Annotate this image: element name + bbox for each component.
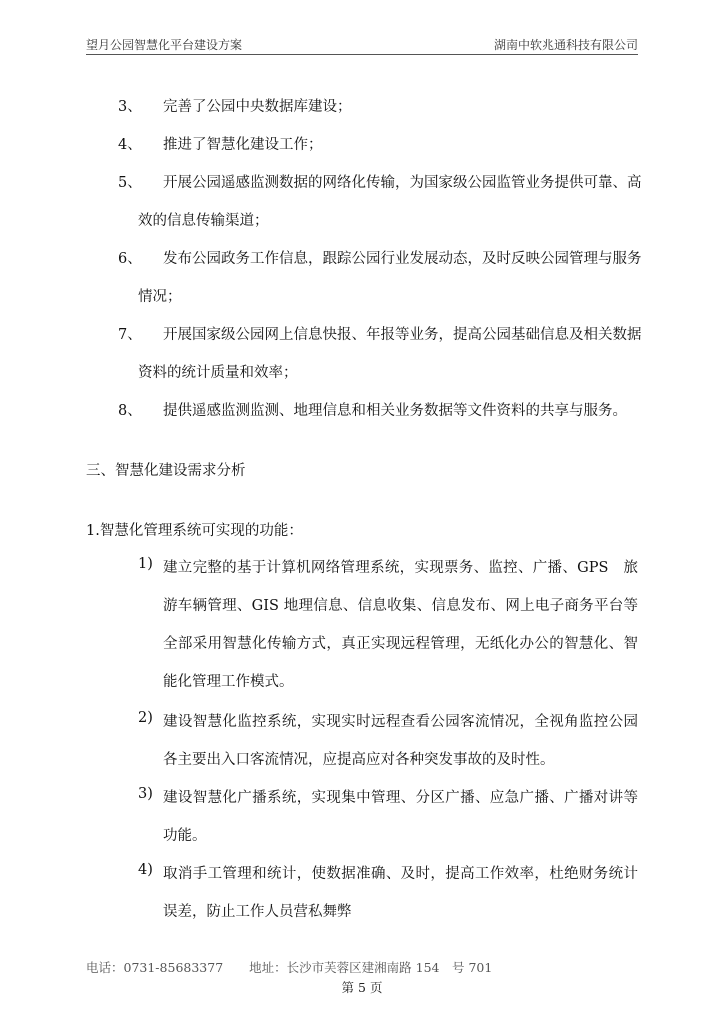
list-number: 3、 <box>118 99 142 115</box>
list-number: 6、 <box>118 251 142 267</box>
list-number: 3) <box>138 786 153 802</box>
list-number: 1) <box>138 556 153 572</box>
list-item-text: 推进了智慧化建设工作； <box>163 137 323 153</box>
footer-address: 地址：长沙市芙蓉区建湘南路 154 号 701 <box>249 960 493 975</box>
list-item-text: 取消手工管理和统计，使数据准确、及时，提高工作效率，杜绝财务统计 <box>163 866 638 882</box>
page-number: 第 5 页 <box>341 980 383 995</box>
company-name: 湖南中软兆通科技有限公司 <box>493 38 638 52</box>
list-item-text: 误差，防止工作人员营私舞弊 <box>163 904 352 920</box>
list-number: 4、 <box>118 137 142 153</box>
list-item-text: 建立完整的基于计算机网络管理系统，实现票务、监控、广播、GPS 旅 <box>163 560 638 576</box>
list-item-text: 效的信息传输渠道； <box>138 213 269 229</box>
list-number: 7、 <box>118 327 142 343</box>
list-item-text: 资料的统计质量和效率； <box>138 365 298 381</box>
list-item-text: 能化管理工作模式。 <box>163 674 294 690</box>
footer-phone: 电话：0731-85683377 <box>86 960 224 975</box>
list-item-text: 提供遥感监测监测、地理信息和相关业务数据等文件资料的共享与服务。 <box>163 403 627 419</box>
list-number: 5、 <box>118 175 142 191</box>
list-number: 2) <box>138 710 153 726</box>
list-number: 4) <box>138 862 153 878</box>
page-header <box>86 32 638 55</box>
list-item-text: 完善了公园中央数据库建设； <box>163 99 352 115</box>
list-item-text: 各主要出入口客流情况，应提高应对各种突发事故的及时性。 <box>163 752 555 768</box>
list-item-text: 游车辆管理、GIS 地理信息、信息收集、信息发布、网上电子商务平台等 <box>163 598 638 614</box>
list-item-text: 建设智慧化广播系统，实现集中管理、分区广播、应急广播、广播对讲等 <box>163 790 638 806</box>
section-heading: 三、智慧化建设需求分析 <box>86 463 246 479</box>
document-title: 望月公园智慧化平台建设方案 <box>86 38 243 52</box>
list-item-text: 建设智慧化监控系统，实现实时远程查看公园客流情况，全视角监控公园 <box>163 714 638 730</box>
list-item-text: 全部采用智慧化传输方式，真正实现远程管理，无纸化办公的智慧化、智 <box>163 636 638 652</box>
list-number: 8、 <box>118 403 142 419</box>
list-item-text: 开展公园遥感监测数据的网络化传输，为国家级公园监管业务提供可靠、高 <box>163 175 642 191</box>
subsection-heading: 1.智慧化管理系统可实现的功能： <box>86 523 303 539</box>
list-item-text: 发布公园政务工作信息，跟踪公园行业发展动态，及时反映公园管理与服务 <box>163 251 642 267</box>
footer-contact <box>86 958 492 976</box>
list-item-text: 功能。 <box>163 828 207 844</box>
list-item-text: 开展国家级公园网上信息快报、年报等业务，提高公园基础信息及相关数据 <box>163 327 642 343</box>
list-item-text: 情况； <box>138 289 182 305</box>
